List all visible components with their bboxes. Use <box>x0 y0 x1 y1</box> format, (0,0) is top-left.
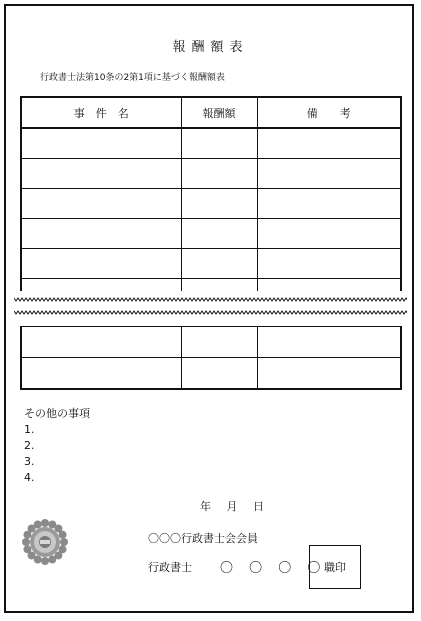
table-row <box>21 219 401 249</box>
date-line: 年 月 日 <box>200 500 264 513</box>
badge-petal <box>23 545 31 553</box>
table-cell[interactable] <box>257 189 401 219</box>
table-cell[interactable] <box>181 327 257 358</box>
table-cell[interactable] <box>257 358 401 390</box>
association-member-line: 〇〇〇行政書士会会員 <box>148 532 258 545</box>
other-matters <box>24 406 90 486</box>
badge-petal <box>41 519 49 527</box>
badge-petal <box>48 556 56 564</box>
table-cell[interactable] <box>257 159 401 189</box>
official-seal-box <box>309 545 361 589</box>
administrative-scrivener-badge-icon <box>20 517 70 567</box>
table-cell[interactable] <box>181 189 257 219</box>
table-cell[interactable] <box>181 249 257 279</box>
header-case-name: 事 件 名 <box>21 97 181 128</box>
table-header-row <box>21 97 401 128</box>
table-cell[interactable] <box>181 279 257 292</box>
badge-petal <box>22 538 30 546</box>
badge-petal <box>41 557 49 565</box>
table-row <box>21 249 401 279</box>
table-cell[interactable] <box>181 128 257 159</box>
table-cell[interactable] <box>257 219 401 249</box>
table-cell[interactable] <box>257 279 401 292</box>
table-cell[interactable] <box>21 128 181 159</box>
other-item-4: 4. <box>24 471 35 484</box>
table-row <box>21 358 401 390</box>
table-row <box>21 159 401 189</box>
legal-basis-subtitle: 行政書士法第10条の2第1項に基づく報酬額表 <box>40 73 225 83</box>
table-cell[interactable] <box>21 358 181 390</box>
table-cell[interactable] <box>181 219 257 249</box>
badge-petal <box>34 520 42 528</box>
document-title: 報酬額表 <box>172 40 249 55</box>
seal-label: 職印 <box>324 561 346 574</box>
badge-petal <box>60 538 68 546</box>
table-cell[interactable] <box>257 128 401 159</box>
table-row <box>21 128 401 159</box>
badge-petal <box>59 531 67 539</box>
table-cell[interactable] <box>21 189 181 219</box>
table-cell[interactable] <box>181 159 257 189</box>
table-row-partial <box>21 279 401 292</box>
table-cell[interactable] <box>21 327 181 358</box>
header-remarks: 備 考 <box>257 97 401 128</box>
other-item-3: 3. <box>24 455 35 468</box>
other-item-2: 2. <box>24 439 35 452</box>
table-cell[interactable] <box>181 358 257 390</box>
name-placeholder: 〇 〇 〇 〇 <box>220 561 327 576</box>
table-break-mark <box>14 293 407 319</box>
table-cell[interactable] <box>21 279 181 292</box>
table-cell[interactable] <box>257 327 401 358</box>
other-item-1: 1. <box>24 423 35 436</box>
scrivener-label: 行政書士 <box>148 561 192 574</box>
table-cell[interactable] <box>257 249 401 279</box>
table-row <box>21 189 401 219</box>
fee-table-top <box>20 96 402 291</box>
other-matters-heading: その他の事項 <box>24 407 90 420</box>
header-fee: 報酬額 <box>181 97 257 128</box>
table-cell[interactable] <box>21 219 181 249</box>
table-row <box>21 327 401 358</box>
fee-table-bottom <box>20 326 402 390</box>
table-cell[interactable] <box>21 249 181 279</box>
table-cell[interactable] <box>21 159 181 189</box>
